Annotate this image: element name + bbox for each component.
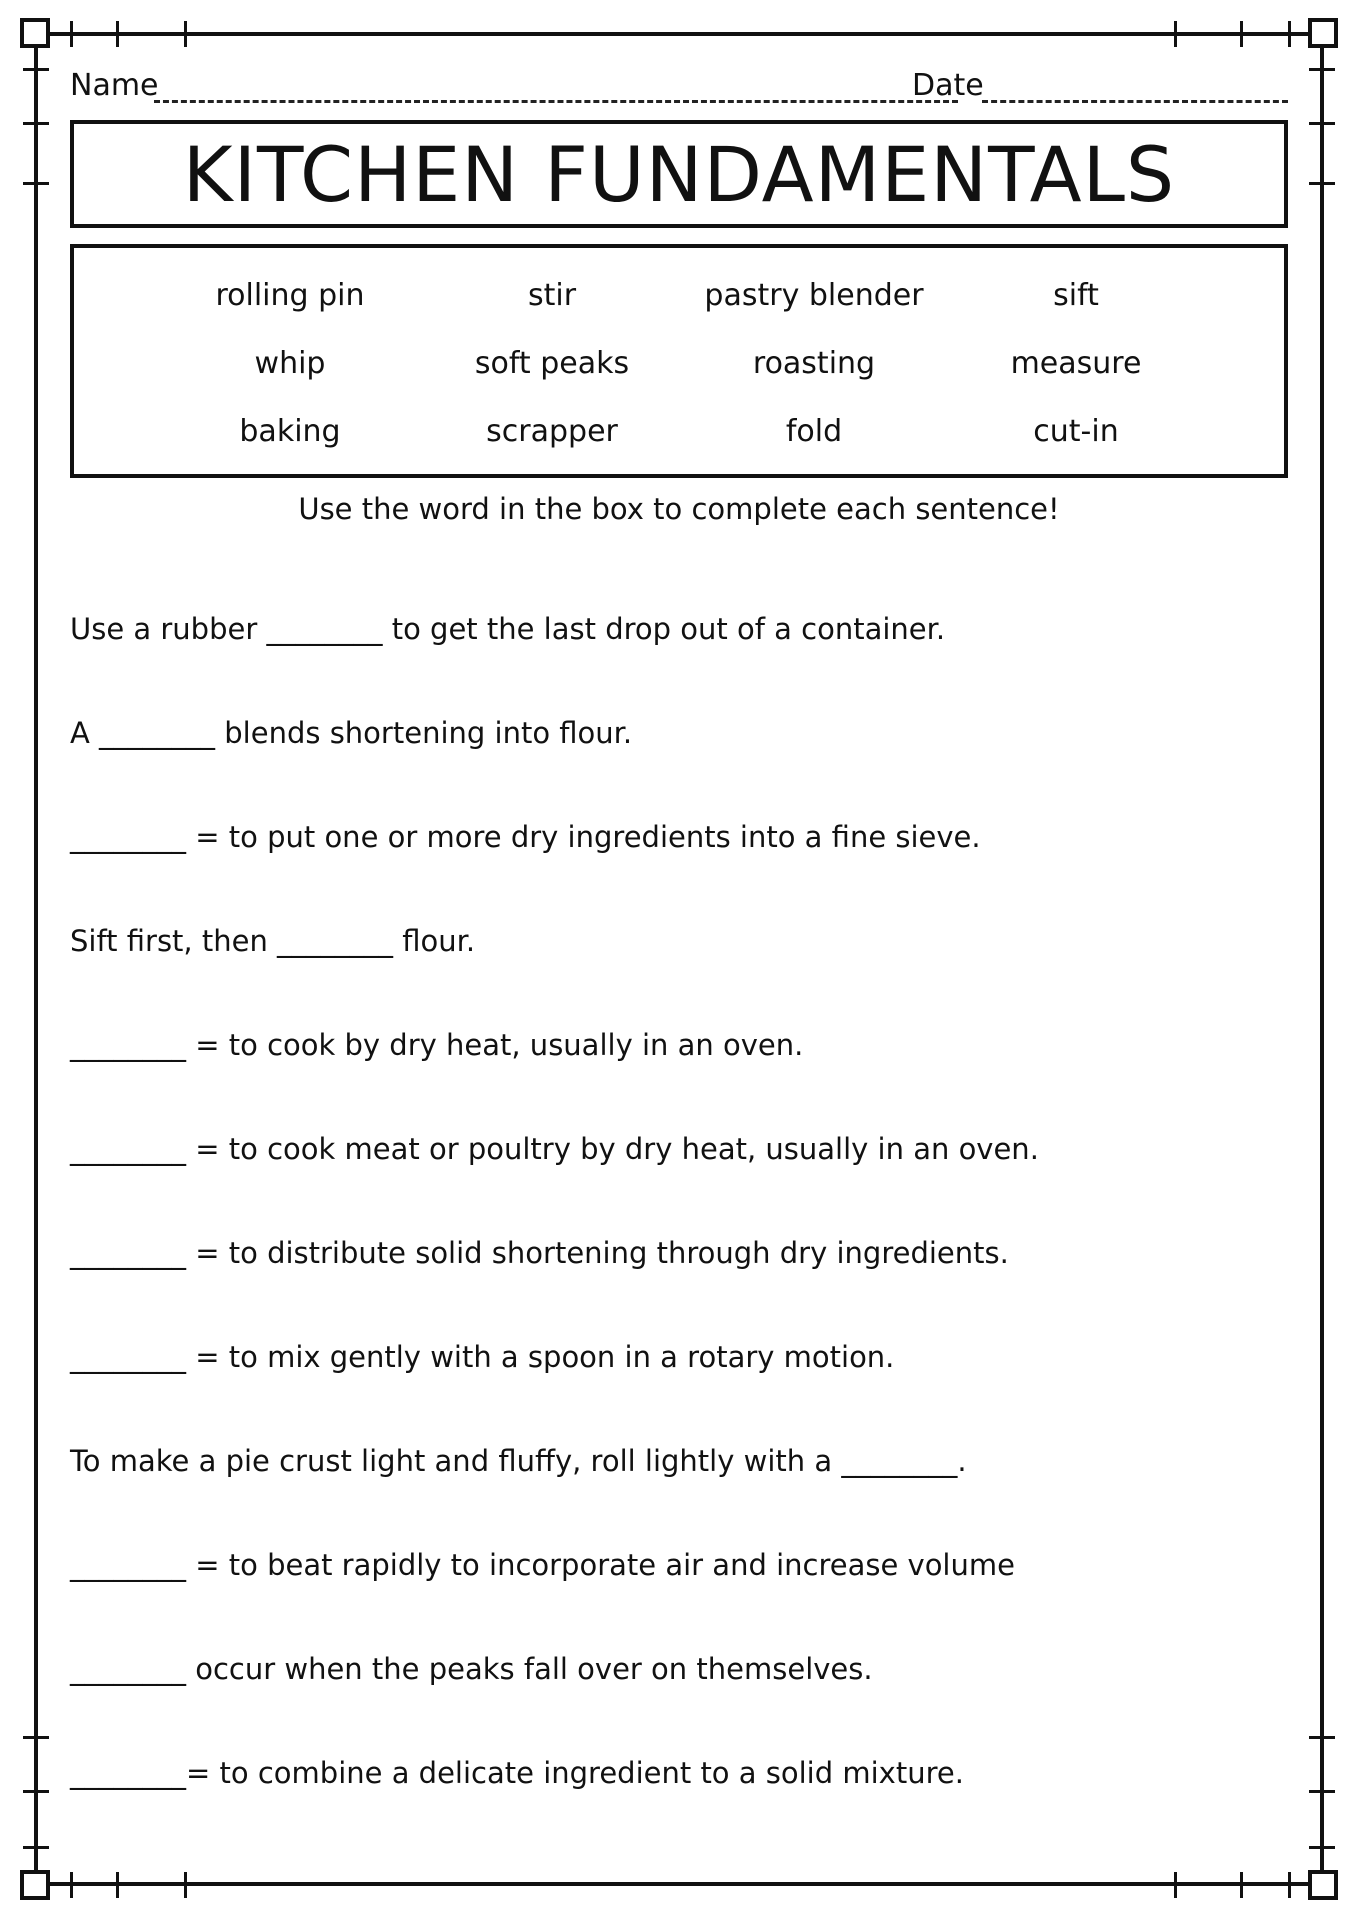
frame-tick [116,1872,119,1898]
frame-top-line [36,32,1322,36]
header-row [70,62,1288,106]
title-box [70,120,1288,228]
frame-tick [23,68,49,71]
sentence-item: ________ = to cook meat or poultry by dry heat, usually in an oven. [70,1132,1039,1166]
word-bank-item: stir [527,278,577,313]
frame-right-line [1320,36,1324,1884]
word-bank-item: rolling pin [215,278,365,313]
frame-tick [1309,1846,1335,1849]
sentence-item: ________ = to cook by dry heat, usually in an oven. [70,1028,804,1062]
sentence-item: Sift first, then ________ flour. [70,924,476,958]
sentence-item: ________ = to beat rapidly to incorporate air and increase volume [70,1548,1015,1582]
date-label: Date [912,68,984,103]
word-bank-item: soft peaks [474,346,630,381]
word-bank-item: cut-in [1033,414,1119,449]
instruction: Use the word in the box to complete each sentence! [298,492,1060,526]
word-bank-item: fold [785,414,843,449]
word-bank-item: pastry blender [704,278,924,313]
word-bank-item: roasting [752,346,876,381]
frame-tick [1288,1872,1291,1898]
page-title: KITCHEN FUNDAMENTALS [182,129,1176,219]
frame-tick [1309,1790,1335,1793]
frame-tick [116,21,119,47]
frame-tick [1240,21,1243,47]
frame-tick [23,1846,49,1849]
sentence-item: Use a rubber ________ to get the last drop out of a container. [70,612,946,646]
sentence-item: ________= to combine a delicate ingredient to a solid mixture. [70,1756,964,1790]
word-bank-item: sift [1053,278,1099,313]
frame-tick [1309,1736,1335,1739]
frame-tick [70,1872,73,1898]
word-bank-item: scrapper [486,414,618,449]
frame-tick [1240,1872,1243,1898]
sentence-item: ________ = to distribute solid shortening through dry ingredients. [70,1236,1009,1270]
word-bank-item: whip [254,346,326,381]
sentence-item: ________ occur when the peaks fall over on themselves. [70,1652,873,1686]
frame-tick [23,122,49,125]
corner-box-bottom-left [20,1870,50,1900]
frame-tick [184,21,187,47]
frame-tick [1309,182,1335,185]
word-bank [70,244,1288,478]
name-label: Name [70,68,159,103]
word-bank-item: baking [239,414,341,449]
date-field[interactable] [982,100,1288,103]
word-bank-item: measure [1010,346,1142,381]
frame-tick [1288,21,1291,47]
frame-tick [23,1790,49,1793]
frame-tick [1174,1872,1177,1898]
frame-tick [70,21,73,47]
frame-tick [23,1736,49,1739]
frame-tick [184,1872,187,1898]
frame-tick [23,182,49,185]
sentence-item: ________ = to put one or more dry ingredients into a fine sieve. [70,820,981,854]
name-field[interactable] [154,100,958,103]
frame-bottom-line [36,1882,1322,1886]
corner-box-top-right [1308,18,1338,48]
frame-tick [1174,21,1177,47]
sentence-item: A ________ blends shortening into flour. [70,716,633,750]
corner-box-top-left [20,18,50,48]
sentence-item: To make a pie crust light and fluffy, roll lightly with a ________. [70,1444,967,1478]
sentence-item: ________ = to mix gently with a spoon in a rotary motion. [70,1340,895,1374]
frame-tick [1309,122,1335,125]
frame-tick [1309,68,1335,71]
corner-box-bottom-right [1308,1870,1338,1900]
frame-left-line [34,36,38,1884]
